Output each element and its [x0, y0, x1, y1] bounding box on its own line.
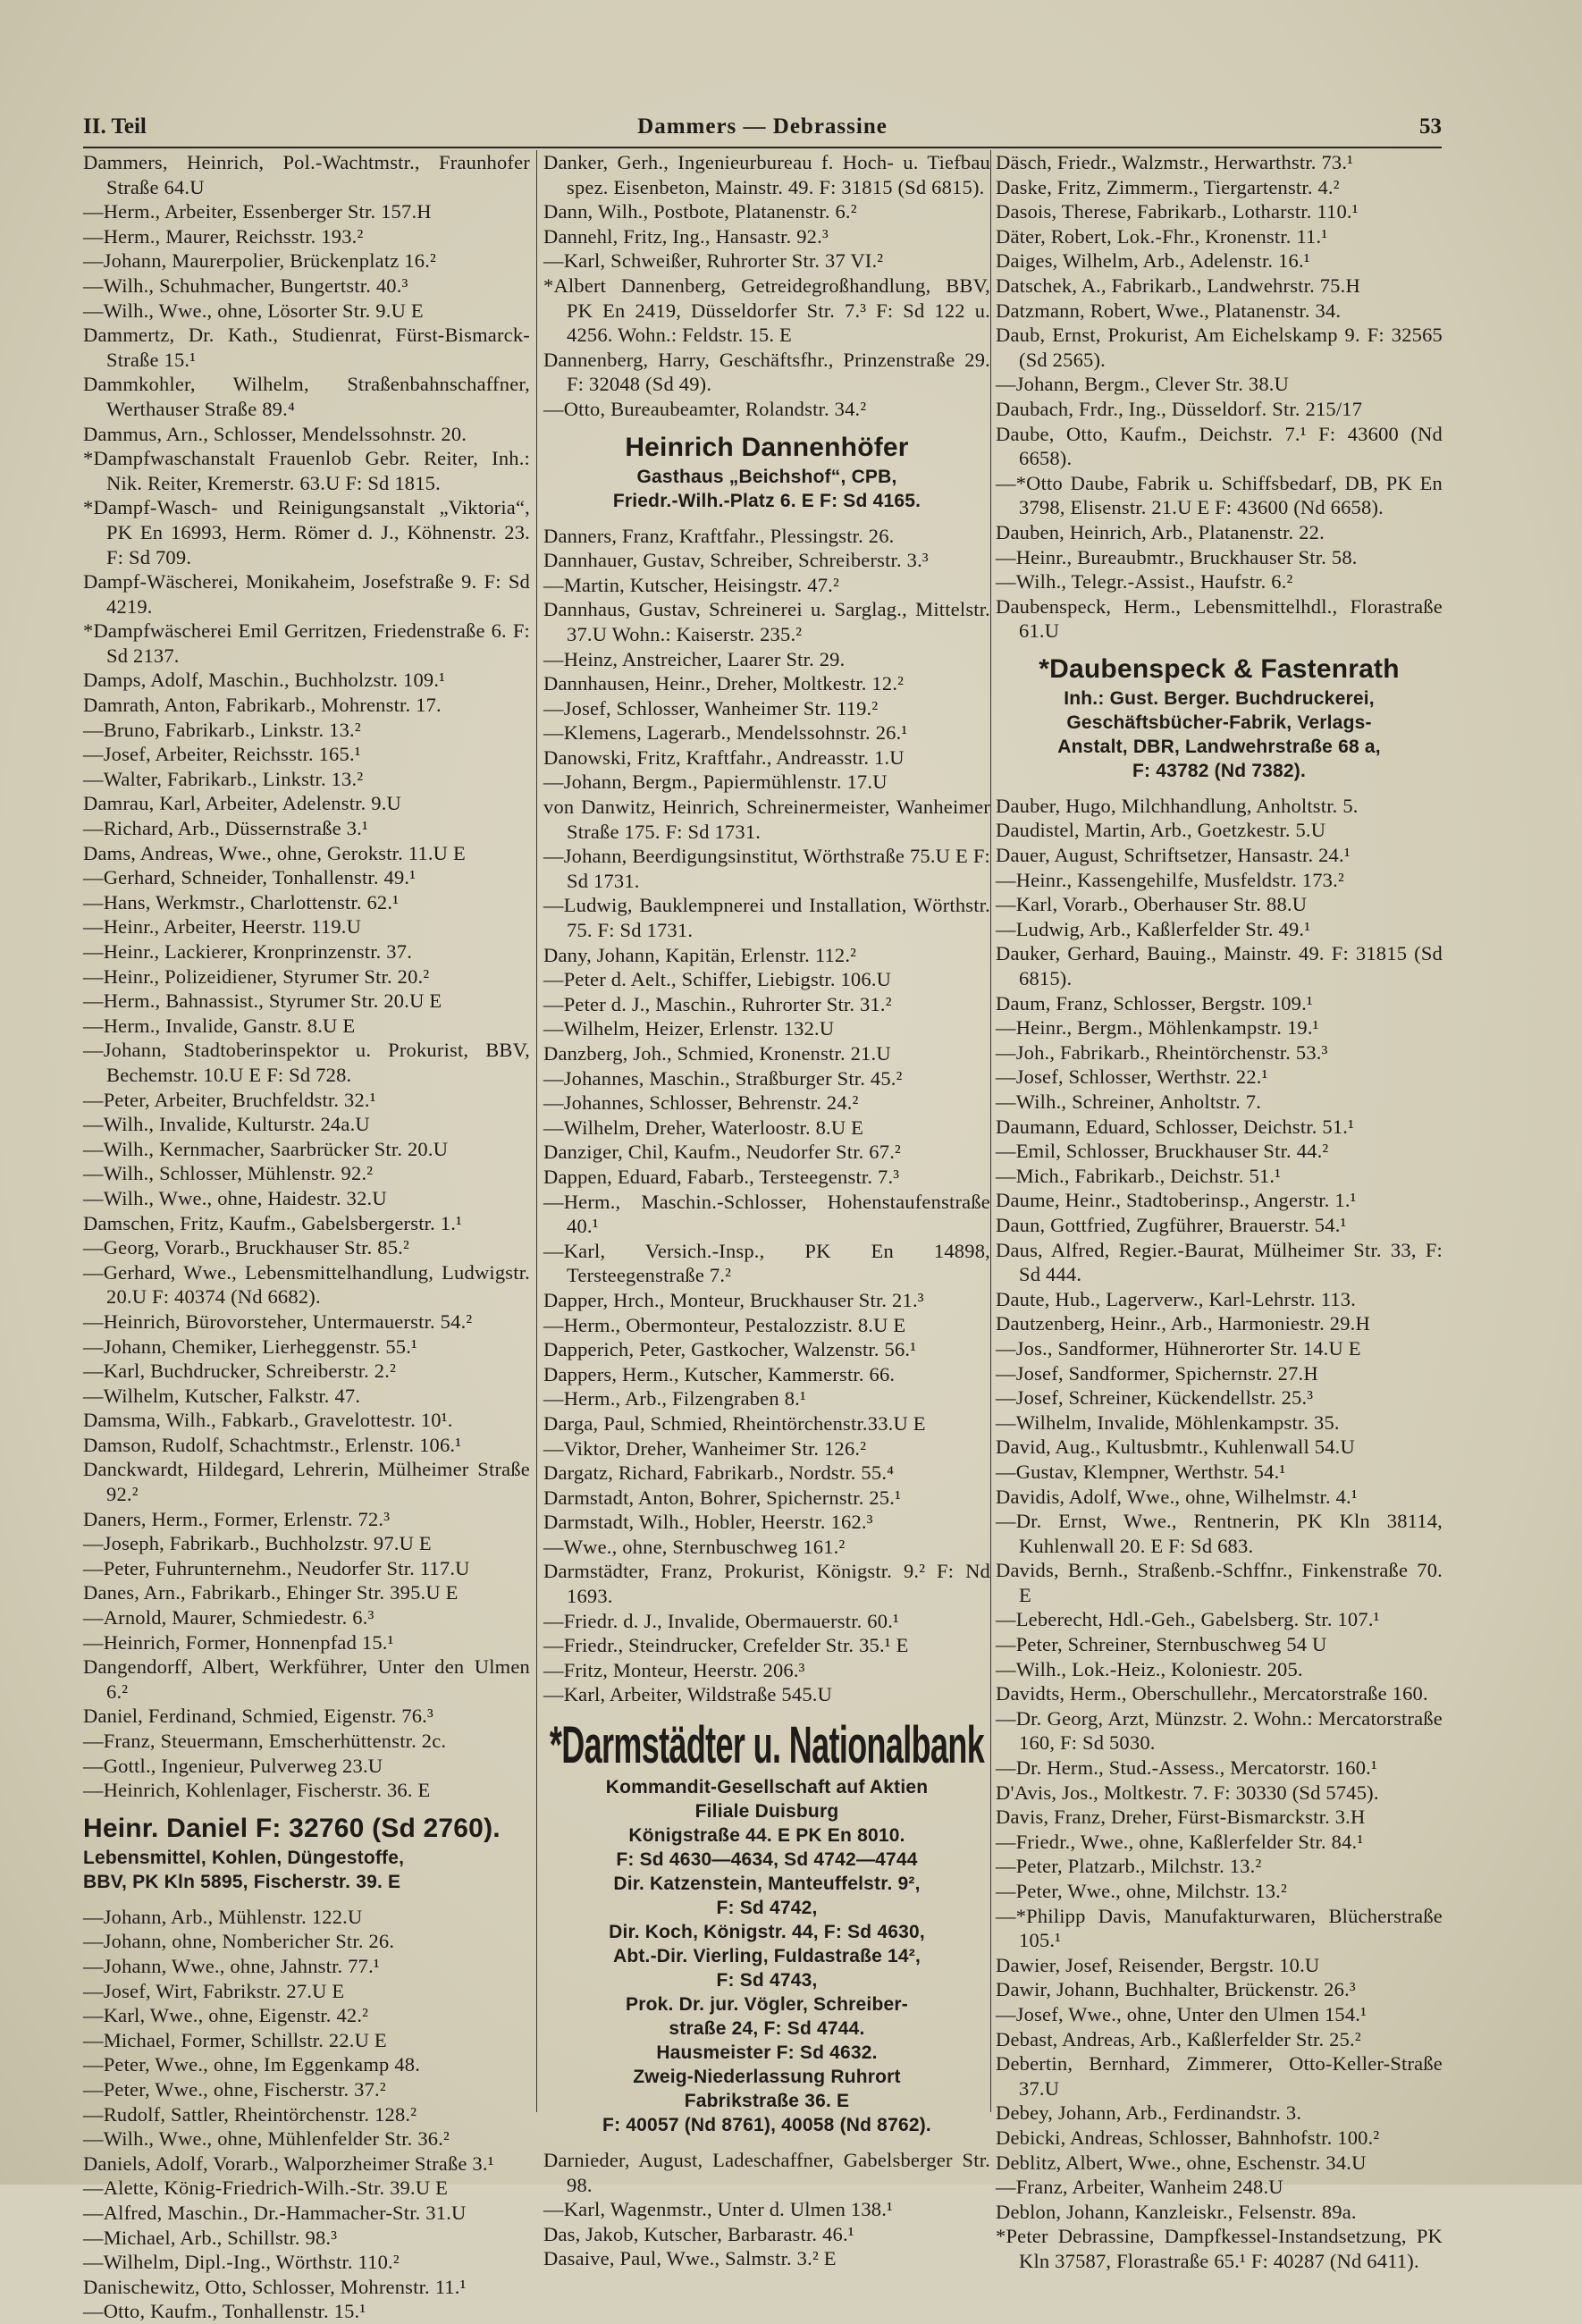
- directory-entry: Dannhausen, Heinr., Dreher, Moltkestr. 12.²: [543, 672, 905, 695]
- directory-entry: Damrath, Anton, Fabrikarb., Mohrenstr. 17.: [83, 694, 442, 717]
- directory-entry: Daute, Hub., Lagerverw., Karl-Lehrstr. 113.: [996, 1287, 1357, 1310]
- directory-entry: —Hans, Werkmstr., Charlottenstr. 62.¹: [83, 890, 400, 914]
- directory-entry: —Jos., Sandformer, Hühnerorter Str. 14.U E: [996, 1336, 1361, 1360]
- advertisement-title: Heinrich Dannenhöfer: [625, 432, 909, 462]
- directory-entry: Daniels, Adolf, Vorarb., Walporzheimer Straße 3.¹: [83, 2151, 494, 2175]
- directory-entry: Daiges, Wilhelm, Arb., Adelenstr. 16.¹: [996, 249, 1310, 273]
- advertisement-line: BBV, PK Kln 5895, Fischerstr. 39. E: [83, 1871, 401, 1892]
- directory-entry: *Peter Debrassine, Dampfkessel-Instandsetzung, PK Kln 37587, Florastraße 65.¹ F: 40287 (Nd 6411).: [996, 2225, 1443, 2272]
- directory-entry: Dauber, Hugo, Milchhandlung, Anholtstr. 5.: [996, 794, 1359, 817]
- column-2: [543, 150, 990, 2271]
- directory-entry: Debey, Johann, Arb., Ferdinandstr. 3.: [996, 2101, 1302, 2125]
- directory-entry: Dawier, Josef, Reisender, Bergstr. 10.U: [996, 1953, 1320, 1976]
- directory-entry: —Karl, Buchdrucker, Schreiberstr. 2.²: [83, 1360, 397, 1383]
- directory-entry: Darmstadt, Wilh., Hobler, Heerstr. 162.³: [543, 1511, 873, 1534]
- directory-entry: Dammers, Heinrich, Pol.-Wachtmstr., Fraunhofer Straße 64.U: [83, 151, 530, 198]
- directory-entry: Dams, Andreas, Wwe., ohne, Gerokstr. 11.U E: [83, 841, 466, 864]
- advertisement-line: Geschäftsbücher-Fabrik, Verlags-: [1066, 712, 1372, 733]
- directory-entry: —Johann, Wwe., ohne, Jahnstr. 77.¹: [83, 1954, 380, 1977]
- directory-entry: —Josef, Arbeiter, Reichsstr. 165.¹: [83, 743, 361, 766]
- directory-entry: Dannhaus, Gustav, Schreinerei u. Sarglag., Mittelstr. 37.U Wohn.: Kaiserstr. 235.²: [543, 598, 990, 645]
- directory-entry: —Mich., Fabrikarb., Deichstr. 51.¹: [996, 1164, 1282, 1187]
- directory-entry: Danners, Franz, Kraftfahr., Plessingstr. 26.: [543, 524, 895, 547]
- directory-entry: —Josef, Wwe., ohne, Unter den Ulmen 154.¹: [996, 2002, 1367, 2025]
- directory-entry: —Herm., Arb., Filzengraben 8.¹: [543, 1387, 806, 1410]
- directory-entry: Dann, Wilh., Postbote, Platanenstr. 6.²: [543, 200, 857, 223]
- directory-entry: Debicki, Andreas, Schlosser, Bahnhofstr. 100.²: [996, 2126, 1380, 2149]
- directory-entry: Danischewitz, Otto, Schlosser, Mohrenstr. 11.¹: [83, 2275, 467, 2298]
- name-range: Dammers — Debrassine: [637, 114, 888, 139]
- advertisement-line: F: 43782 (Nd 7382).: [1132, 760, 1307, 781]
- directory-entry: —Martin, Kutscher, Heisingstr. 47.²: [543, 573, 839, 596]
- directory-entry: —Emil, Schlosser, Bruckhauser Str. 44.²: [996, 1140, 1329, 1163]
- directory-entry: Davis, Franz, Dreher, Fürst-Bismarckstr. 3.H: [996, 1806, 1366, 1829]
- directory-entry: —Josef, Schlosser, Werthstr. 22.¹: [996, 1065, 1268, 1089]
- directory-entry: —Johann, ohne, Nombericher Str. 26.: [83, 1930, 395, 1953]
- advertisement-title: *Daubenspeck & Fastenrath: [1039, 653, 1400, 684]
- directory-entry: —Peter d. Aelt., Schiffer, Liebigstr. 106.U: [543, 968, 892, 991]
- advertisement-line: Kommandit-Gesellschaft auf Aktien: [605, 1777, 929, 1798]
- directory-entry: Dasois, Therese, Fabrikarb., Lotharstr. 110.¹: [996, 200, 1359, 223]
- advertisement: [996, 653, 1443, 783]
- column-1: [83, 150, 530, 2324]
- directory-entry: Debertin, Bernhard, Zimmerer, Otto-Keller-Straße 37.U: [996, 2052, 1443, 2100]
- directory-entry: —Wilh., Wwe., ohne, Lösorter Str. 9.U E: [83, 299, 424, 322]
- directory-entry: —Dr. Herm., Stud.-Assess., Mercatorstr. 160.¹: [996, 1756, 1377, 1780]
- directory-entry: Debast, Andreas, Arb., Kaßlerfelder Str. 25.²: [996, 2027, 1361, 2050]
- directory-entry: —Karl, Vorarb., Oberhauser Str. 88.U: [996, 893, 1308, 916]
- directory-entry: —Peter, Wwe., ohne, Fischerstr. 37.²: [83, 2077, 386, 2101]
- directory-entry: —Johann, Bergm., Clever Str. 38.U: [996, 373, 1290, 396]
- directory-entry: —Dr. Ernst, Wwe., Rentnerin, PK Kln 38114, Kuhlenwall 20. E F: Sd 683.: [996, 1510, 1443, 1557]
- directory-entry: Danes, Arn., Fabrikarb., Ehinger Str. 395.U E: [83, 1581, 459, 1604]
- advertisement-line: Königstraße 44. E PK En 8010.: [628, 1825, 905, 1847]
- directory-entry: —Heinr., Polizeidiener, Styrumer Str. 20.²: [83, 964, 430, 988]
- directory-entry: —Klemens, Lagerarb., Mendelssohnstr. 26.¹: [543, 721, 908, 745]
- directory-entry: Dampf-Wäscherei, Monikaheim, Josefstraße 9. F: Sd 4219.: [83, 570, 530, 618]
- directory-entry: —Arnold, Maurer, Schmiedestr. 6.³: [83, 1606, 374, 1629]
- directory-entry: —Johann, Arb., Mühlenstr. 122.U: [83, 1905, 363, 1928]
- directory-entry: —Peter, Fuhrunternehm., Neudorfer Str. 117.U: [83, 1556, 470, 1579]
- directory-entry: —*Otto Daube, Fabrik u. Schiffsbedarf, DB, PK En 3798, Elisenstr. 21.U E F: 43600 (Nd 6658).: [996, 471, 1443, 519]
- advertisement: [83, 1812, 530, 1894]
- directory-entry: —Heinr., Bergm., Möhlenkampstr. 19.¹: [996, 1016, 1319, 1040]
- directory-entry: Dany, Johann, Kapitän, Erlenstr. 112.²: [543, 943, 857, 966]
- directory-entry: Daub, Ernst, Prokurist, Am Eichelskamp 9. F: 32565 (Sd 2565).: [996, 324, 1443, 371]
- directory-entry: —Herm., Maschin.-Schlosser, Hohenstaufenstraße 40.¹: [543, 1190, 990, 1238]
- directory-entry: Dannenberg, Harry, Geschäftsfhr., Prinzenstraße 29. F: 32048 (Sd 49).: [543, 348, 990, 396]
- column-divider: [536, 150, 537, 2112]
- directory-entry: Damson, Rudolf, Schachtmstr., Erlenstr. 106.¹: [83, 1433, 462, 1456]
- advertisement-line: Gasthaus „Beichshof“, CPB,: [636, 466, 897, 487]
- directory-entry: —Johann, Chemiker, Lierheggenstr. 55.¹: [83, 1335, 417, 1358]
- directory-entry: Däter, Robert, Lok.-Fhr., Kronenstr. 11.¹: [996, 224, 1328, 248]
- directory-entry: Daus, Alfred, Regier.-Baurat, Mülheimer Str. 33, F: Sd 444.: [996, 1238, 1443, 1286]
- directory-entry: —Johann, Maurerpolier, Brückenplatz 16.²: [83, 249, 436, 273]
- directory-entry: —Heinr., Kassengehilfe, Musfeldstr. 173.²: [996, 868, 1344, 891]
- directory-entry: —Herm., Obermonteur, Pestalozzistr. 8.U E: [543, 1313, 906, 1336]
- directory-entry: —Herm., Bahnassist., Styrumer Str. 20.U E: [83, 989, 442, 1013]
- directory-entry: Dautzenberg, Heinr., Arb., Harmoniestr. 29.H: [996, 1312, 1370, 1335]
- directory-entry: —Peter, Platzarb., Milchstr. 13.²: [996, 1855, 1262, 1878]
- directory-entry: Danker, Gerh., Ingenieurbureau f. Hoch- u. Tiefbau spez. Eisenbeton, Mainstr. 49. F: 31815 (Sd 6815).: [543, 151, 990, 198]
- directory-entry: —Wilh., Schuhmacher, Bungertstr. 40.³: [83, 274, 408, 297]
- directory-entry: Darmstadt, Anton, Bohrer, Spichernstr. 25.¹: [543, 1486, 902, 1509]
- advertisement-line: Friedr.-Wilh.-Platz 6. E F: Sd 4165.: [612, 490, 921, 511]
- directory-entry: —Karl, Schweißer, Ruhrorter Str. 37 VI.²: [543, 249, 884, 273]
- directory-entry: —Josef, Schlosser, Wanheimer Str. 119.²: [543, 696, 879, 720]
- advertisement-line: F: Sd 4743,: [716, 1970, 818, 1991]
- directory-entry: Damsma, Wilh., Fabkarb., Gravelottestr. 10¹.: [83, 1409, 453, 1432]
- directory-entry: —Friedr., Steindrucker, Crefelder Str. 35.¹ E: [543, 1634, 909, 1657]
- directory-entry: Darnieder, August, Ladeschaffner, Gabelsberger Str. 98.: [543, 2149, 990, 2196]
- directory-entry: —Peter, Wwe., ohne, Im Eggenkamp 48.: [83, 2053, 421, 2076]
- directory-entry: —Wilh., Kernmacher, Saarbrücker Str. 20.U: [83, 1137, 449, 1160]
- directory-entry: Darmstädter, Franz, Prokurist, Königstr. 9.² F: Nd 1693.: [543, 1560, 990, 1608]
- directory-entry: —Gerhard, Wwe., Lebensmittelhandlung, Ludwigstr. 20.U F: 40374 (Nd 6682).: [83, 1260, 530, 1309]
- directory-entry: —Peter, Schreiner, Sternbuschweg 54 U: [996, 1633, 1327, 1656]
- directory-entry: Danowski, Fritz, Kraftfahr., Andreasstr. 1.U: [543, 745, 905, 769]
- directory-entry: —Karl, Wwe., ohne, Eigenstr. 42.²: [83, 2004, 369, 2027]
- directory-entry: —Gustav, Klempner, Werthstr. 54.¹: [996, 1460, 1286, 1483]
- advertisement-line: Hausmeister F: Sd 4632.: [656, 2042, 878, 2064]
- directory-entry: Daudistel, Martin, Arb., Goetzkestr. 5.U: [996, 819, 1326, 842]
- directory-entry: Daun, Gottfried, Zugführer, Brauerstr. 54.¹: [996, 1213, 1347, 1236]
- directory-entry: —Wilh., Schreiner, Anholtstr. 7.: [996, 1090, 1262, 1113]
- directory-entry: —Franz, Steuermann, Emscherhüttenstr. 2c.: [83, 1730, 447, 1752]
- advertisement-title: *Darmstädter u. Nationalbank: [549, 1716, 985, 1775]
- directory-entry: Damrau, Karl, Arbeiter, Adelenstr. 9.U: [83, 792, 401, 815]
- directory-entry: —Wilh., Lok.-Heiz., Koloniestr. 205.: [996, 1657, 1303, 1680]
- directory-entry: —Michael, Former, Schillstr. 22.U E: [83, 2028, 387, 2051]
- advertisement-line: Abt.-Dir. Vierling, Fuldastraße 14²,: [612, 1946, 921, 1967]
- directory-entry: —Michael, Arb., Schillstr. 98.³: [83, 2226, 338, 2249]
- directory-entry: Dappen, Eduard, Fabarb., Tersteegenstr. 7.³: [543, 1165, 900, 1188]
- directory-entry: David, Aug., Kultusbmtr., Kuhlenwall 54.U: [996, 1436, 1355, 1459]
- directory-entry: Dannehl, Fritz, Ing., Hansastr. 92.³: [543, 224, 829, 248]
- advertisement-line: Dir. Koch, Königstr. 44, F: Sd 4630,: [609, 1922, 925, 1943]
- directory-entry: *Dampf-Wasch- und Reinigungsanstalt „Viktoria“, PK En 16993, Herm. Römer d. J., Köhnenstr. 23. F: Sd 709.: [83, 496, 530, 568]
- directory-entry: *Albert Dannenberg, Getreidegroßhandlung, BBV, PK En 2419, Düsseldorfer Str. 7.³ F: Sd 122 u. 4256. Wohn.: Feldstr. 15. E: [543, 274, 990, 347]
- directory-entry: —Joseph, Fabrikarb., Buchholzstr. 97.U E: [83, 1532, 432, 1555]
- directory-entry: Daniel, Ferdinand, Schmied, Eigenstr. 76.³: [83, 1705, 433, 1728]
- directory-entry: —Heinr., Arbeiter, Heerstr. 119.U: [83, 915, 362, 939]
- directory-entry: Dauer, August, Schriftsetzer, Hansastr. 24.¹: [996, 844, 1351, 867]
- directory-entry: —Wilhelm, Dreher, Waterloostr. 8.U E: [543, 1116, 864, 1139]
- directory-entry: —Herm., Maurer, Reichsstr. 193.²: [83, 224, 364, 248]
- directory-entry: Dammkohler, Wilhelm, Straßenbahnschaffner, Werthauser Straße 89.⁴: [83, 373, 530, 420]
- directory-entry: —Wilh., Telegr.-Assist., Haufstr. 6.²: [996, 570, 1293, 594]
- directory-entry: —Georg, Vorarb., Bruckhauser Str. 85.²: [83, 1236, 409, 1259]
- directory-entry: Davidts, Herm., Oberschullehr., Mercatorstraße 160.: [996, 1682, 1428, 1705]
- directory-entry: —Heinz, Anstreicher, Laarer Str. 29.: [543, 647, 846, 670]
- advertisement-line: F: 40057 (Nd 8761), 40058 (Nd 8762).: [602, 2115, 931, 2136]
- directory-entry: Danzberg, Joh., Schmied, Kronenstr. 21.U: [543, 1042, 891, 1065]
- advertisement-line: F: Sd 4742,: [716, 1898, 818, 1919]
- directory-entry: —Friedr., Wwe., ohne, Kaßlerfelder Str. 84.¹: [996, 1830, 1364, 1853]
- directory-entry: D'Avis, Jos., Moltkestr. 7. F: 30330 (Sd 5745).: [996, 1781, 1379, 1804]
- directory-entry: Dawir, Johann, Buchhalter, Brückenstr. 26.³: [996, 1978, 1356, 2001]
- advertisement-line: Fabrikstraße 36. E: [684, 2091, 850, 2112]
- directory-entry: Dannhauer, Gustav, Schreiber, Schreiberstr. 3.³: [543, 549, 929, 572]
- directory-entry: —Franz, Arbeiter, Wanheim 248.U: [996, 2176, 1283, 2199]
- directory-entry: Dargatz, Richard, Fabrikarb., Nordstr. 55.⁴: [543, 1461, 895, 1485]
- directory-entry: —Josef, Sandformer, Spichernstr. 27.H: [996, 1361, 1318, 1385]
- directory-entry: Dammus, Arn., Schlosser, Mendelssohnstr. 20.: [83, 422, 467, 445]
- directory-entry: —Alfred, Maschin., Dr.-Hammacher-Str. 31.U: [83, 2201, 467, 2224]
- directory-entry: —Rudolf, Sattler, Rheintörchenstr. 128.²: [83, 2102, 417, 2126]
- directory-entry: Dapperich, Peter, Gastkocher, Walzenstr. 56.¹: [543, 1338, 917, 1361]
- directory-entry: —Walter, Fabrikarb., Linkstr. 13.²: [83, 767, 364, 790]
- directory-entry: Daubach, Frdr., Ing., Düsseldorf. Str. 215/17: [996, 397, 1363, 420]
- directory-entry: —Heinr., Bureaubmtr., Bruckhauser Str. 58.: [996, 545, 1358, 568]
- advertisement-line: F: Sd 4630—4634, Sd 4742—4744: [616, 1849, 918, 1871]
- directory-entry: —Wilhelm, Dipl.-Ing., Wörthstr. 110.²: [83, 2251, 400, 2274]
- directory-entry: —Ludwig, Bauklempnerei und Installation, Wörthstr. 75. F: Sd 1731.: [543, 894, 990, 942]
- directory-entry: —Herm., Arbeiter, Essenberger Str. 157.H: [83, 200, 432, 223]
- directory-entry: —Heinrich, Kohlenlager, Fischerstr. 36. E: [83, 1779, 431, 1802]
- directory-entry: —Gerhard, Schneider, Tonhallenstr. 49.¹: [83, 866, 417, 889]
- directory-entry: Daubenspeck, Herm., Lebensmittelhdl., Florastraße 61.U: [996, 594, 1443, 643]
- directory-entry: —Wilh., Invalide, Kulturstr. 24a.U: [83, 1113, 370, 1136]
- column-divider: [990, 150, 991, 2112]
- directory-entry: —Leberecht, Hdl.-Geh., Gabelsberg. Str. 107.¹: [996, 1608, 1380, 1631]
- directory-entry: —Otto, Bureaubeamter, Rolandstr. 34.²: [543, 397, 867, 420]
- directory-entry: Däsch, Friedr., Walzmstr., Herwarthstr. 73.¹: [996, 151, 1354, 173]
- directory-entry: —Herm., Invalide, Ganstr. 8.U E: [83, 1014, 356, 1037]
- directory-entry: Daners, Herm., Former, Erlenstr. 72.³: [83, 1507, 391, 1530]
- directory-entry: —Johann, Beerdigungsinstitut, Wörthstraße 75.U E F: Sd 1731.: [543, 845, 990, 892]
- directory-entry: —Karl, Versich.-Insp., PK En 14898, Tersteegenstraße 7.²: [543, 1239, 990, 1287]
- directory-entry: —Wilhelm, Invalide, Möhlenkampstr. 35.: [996, 1410, 1340, 1434]
- directory-entry: Danckwardt, Hildegard, Lehrerin, Mülheimer Straße 92.²: [83, 1458, 530, 1506]
- directory-entry: —Johannes, Schlosser, Behrenstr. 24.²: [543, 1091, 859, 1115]
- advertisement-line: Prok. Dr. jur. Vögler, Schreiber-: [626, 1994, 908, 2016]
- directory-entry: —Johannes, Maschin., Straßburger Str. 45.²: [543, 1066, 903, 1090]
- directory-entry: —Viktor, Dreher, Wanheimer Str. 126.²: [543, 1436, 867, 1460]
- directory-entry: Daume, Heinr., Stadtoberinsp., Angerstr. 1.¹: [996, 1189, 1357, 1212]
- directory-entry: —Wwe., ohne, Sternbuschweg 161.²: [543, 1535, 846, 1558]
- directory-entry: —Peter, Arbeiter, Bruchfeldstr. 32.¹: [83, 1088, 376, 1111]
- directory-entry: Danziger, Chil, Kaufm., Neudorfer Str. 67.²: [543, 1141, 901, 1164]
- directory-entry: Daumann, Eduard, Schlosser, Deichstr. 51.¹: [996, 1115, 1355, 1138]
- directory-entry: Damps, Adolf, Maschin., Buchholzstr. 109.¹: [83, 669, 446, 692]
- advertisement: [543, 431, 990, 513]
- directory-entry: —Heinrich, Former, Honnenpfad 15.¹: [83, 1630, 394, 1654]
- directory-entry: Dangendorff, Albert, Werkführer, Unter den Ulmen 6.²: [83, 1655, 530, 1703]
- running-header: [83, 114, 1442, 145]
- directory-entry: Dasaive, Paul, Wwe., Salmstr. 3.² E: [543, 2247, 837, 2270]
- directory-entry: —Friedr. d. J., Invalide, Obermauerstr. 60.¹: [543, 1609, 899, 1632]
- directory-entry: —Otto, Kaufm., Tonhallenstr. 15.¹: [83, 2300, 366, 2323]
- directory-entry: Deblitz, Albert, Wwe., ohne, Eschenstr. 34.U: [996, 2151, 1367, 2174]
- directory-entry: —Josef, Wirt, Fabrikstr. 27.U E: [83, 1979, 345, 2002]
- directory-entry: —Richard, Arb., Düssernstraße 3.¹: [83, 817, 368, 840]
- directory-entry: —Alette, König-Friedrich-Wilh.-Str. 39.U E: [83, 2177, 449, 2200]
- directory-entry: Dauker, Gerhard, Bauing., Mainstr. 49. F: 31815 (Sd 6815).: [996, 942, 1443, 990]
- advertisement: [543, 1716, 990, 2137]
- directory-entry: —Heinrich, Bürovorsteher, Untermauerstr. 54.²: [83, 1309, 473, 1333]
- directory-entry: —Wilh., Wwe., ohne, Mühlenfelder Str. 36.²: [83, 2127, 450, 2151]
- advertisement-line: Anstalt, DBR, Landwehrstraße 68 a,: [1057, 736, 1381, 757]
- directory-entry: Darga, Paul, Schmied, Rheintörchenstr.33.U E: [543, 1411, 926, 1435]
- directory-entry: Deblon, Johann, Kanzleiskr., Felsenstr. 89a.: [996, 2200, 1357, 2223]
- advertisement-line: Dir. Katzenstein, Manteuffelstr. 9²,: [613, 1874, 921, 1895]
- advertisement-line: straße 24, F: Sd 4744.: [669, 2018, 865, 2040]
- directory-entry: Davidis, Adolf, Wwe., ohne, Wilhelmstr. 4.¹: [996, 1485, 1358, 1508]
- advertisement-line: Zweig-Niederlassung Ruhrort: [633, 2067, 901, 2088]
- directory-entry: Datzmann, Robert, Wwe., Platanenstr. 34.: [996, 299, 1342, 322]
- directory-entry: —Wilhelm, Heizer, Erlenstr. 132.U: [543, 1017, 835, 1040]
- directory-entry: —Wilh., Wwe., ohne, Haidestr. 32.U: [83, 1186, 387, 1209]
- directory-entry: von Danwitz, Heinrich, Schreinermeister, Wanheimer Straße 175. F: Sd 1731.: [543, 796, 990, 843]
- directory-entry: —Peter d. J., Maschin., Ruhrorter Str. 31.²: [543, 992, 892, 1015]
- directory-entry: *Dampfwäscherei Emil Gerritzen, Friedenstraße 6. F: Sd 2137.: [83, 619, 530, 667]
- directory-entry: —Ludwig, Arb., Kaßlerfelder Str. 49.¹: [996, 917, 1311, 940]
- directory-entry: —*Philipp Davis, Manufakturwaren, Blücherstraße 105.¹: [996, 1904, 1443, 1952]
- directory-entry: Daube, Otto, Kaufm., Deichstr. 7.¹ F: 43600 (Nd 6658).: [996, 422, 1443, 470]
- directory-entry: Daum, Franz, Schlosser, Bergstr. 109.¹: [996, 991, 1313, 1015]
- advertisement-line: Filiale Duisburg: [694, 1801, 839, 1823]
- part-label: II. Teil: [83, 114, 147, 139]
- directory-entry: Dapper, Hrch., Monteur, Bruckhauser Str. 21.³: [543, 1288, 924, 1311]
- directory-entry: —Peter, Wwe., ohne, Milchstr. 13.²: [996, 1880, 1287, 1902]
- directory-entry: —Wilh., Schlosser, Mühlenstr. 92.²: [83, 1162, 374, 1185]
- directory-entry: Dappers, Herm., Kutscher, Kammerstr. 66.: [543, 1362, 896, 1385]
- directory-entry: Datschek, A., Fabrikarb., Landwehrstr. 75.H: [996, 274, 1360, 297]
- directory-entry: Das, Jakob, Kutscher, Barbarastr. 46.¹: [543, 2222, 854, 2245]
- advertisement-line: Inh.: Gust. Berger. Buchdruckerei,: [1064, 687, 1375, 709]
- directory-entry: Dammertz, Dr. Kath., Studienrat, Fürst-Bismarck-Straße 15.¹: [83, 324, 530, 371]
- page-number: 53: [1419, 114, 1442, 139]
- advertisement-line: Lebensmittel, Kohlen, Düngestoffe,: [83, 1847, 405, 1868]
- directory-entry: —Karl, Wagenmstr., Unter d. Ulmen 138.¹: [543, 2198, 894, 2221]
- directory-entry: —Johann, Stadtoberinspektor u. Prokurist, BBV, Bechemstr. 10.U E F: Sd 728.: [83, 1039, 530, 1086]
- directory-entry: —Josef, Schreiner, Kückendellstr. 25.³: [996, 1386, 1314, 1410]
- directory-entry: —Joh., Fabrikarb., Rheintörchenstr. 53.³: [996, 1040, 1328, 1064]
- directory-entry: —Bruno, Fabrikarb., Linkstr. 13.²: [83, 718, 361, 741]
- advertisement-title: Heinr. Daniel F: 32760 (Sd 2760).: [83, 1813, 501, 1843]
- directory-entry: —Wilhelm, Kutscher, Falkstr. 47.: [83, 1384, 361, 1407]
- directory-entry: —Johann, Bergm., Papiermühlenstr. 17.U: [543, 770, 888, 794]
- directory-entry: Damschen, Fritz, Kaufm., Gabelsbergerstr. 1.¹: [83, 1211, 462, 1234]
- directory-entry: Davids, Bernh., Straßenb.-Schffnr., Finkenstraße 70. E: [996, 1559, 1443, 1606]
- directory-entry: Dauben, Heinrich, Arb., Platanenstr. 22.: [996, 520, 1325, 543]
- directory-entry: —Fritz, Monteur, Heerstr. 206.³: [543, 1658, 805, 1681]
- directory-entry: *Dampfwaschanstalt Frauenlob Gebr. Reiter, Inh.: Nik. Reiter, Kremerstr. 63.U F: Sd 1815.: [83, 447, 530, 494]
- directory-entry: —Karl, Arbeiter, Wildstraße 545.U: [543, 1683, 833, 1706]
- directory-entry: Daske, Fritz, Zimmerm., Tiergartenstr. 4.²: [996, 175, 1340, 198]
- directory-entry: —Dr. Georg, Arzt, Münzstr. 2. Wohn.: Mercatorstraße 160, F: Sd 5030.: [996, 1706, 1443, 1755]
- column-3: [996, 150, 1443, 2274]
- directory-entry: —Heinr., Lackierer, Kronprinzenstr. 37.: [83, 940, 413, 963]
- header-rule: [83, 147, 1442, 148]
- directory-entry: —Gottl., Ingenieur, Pulverweg 23.U: [83, 1754, 383, 1777]
